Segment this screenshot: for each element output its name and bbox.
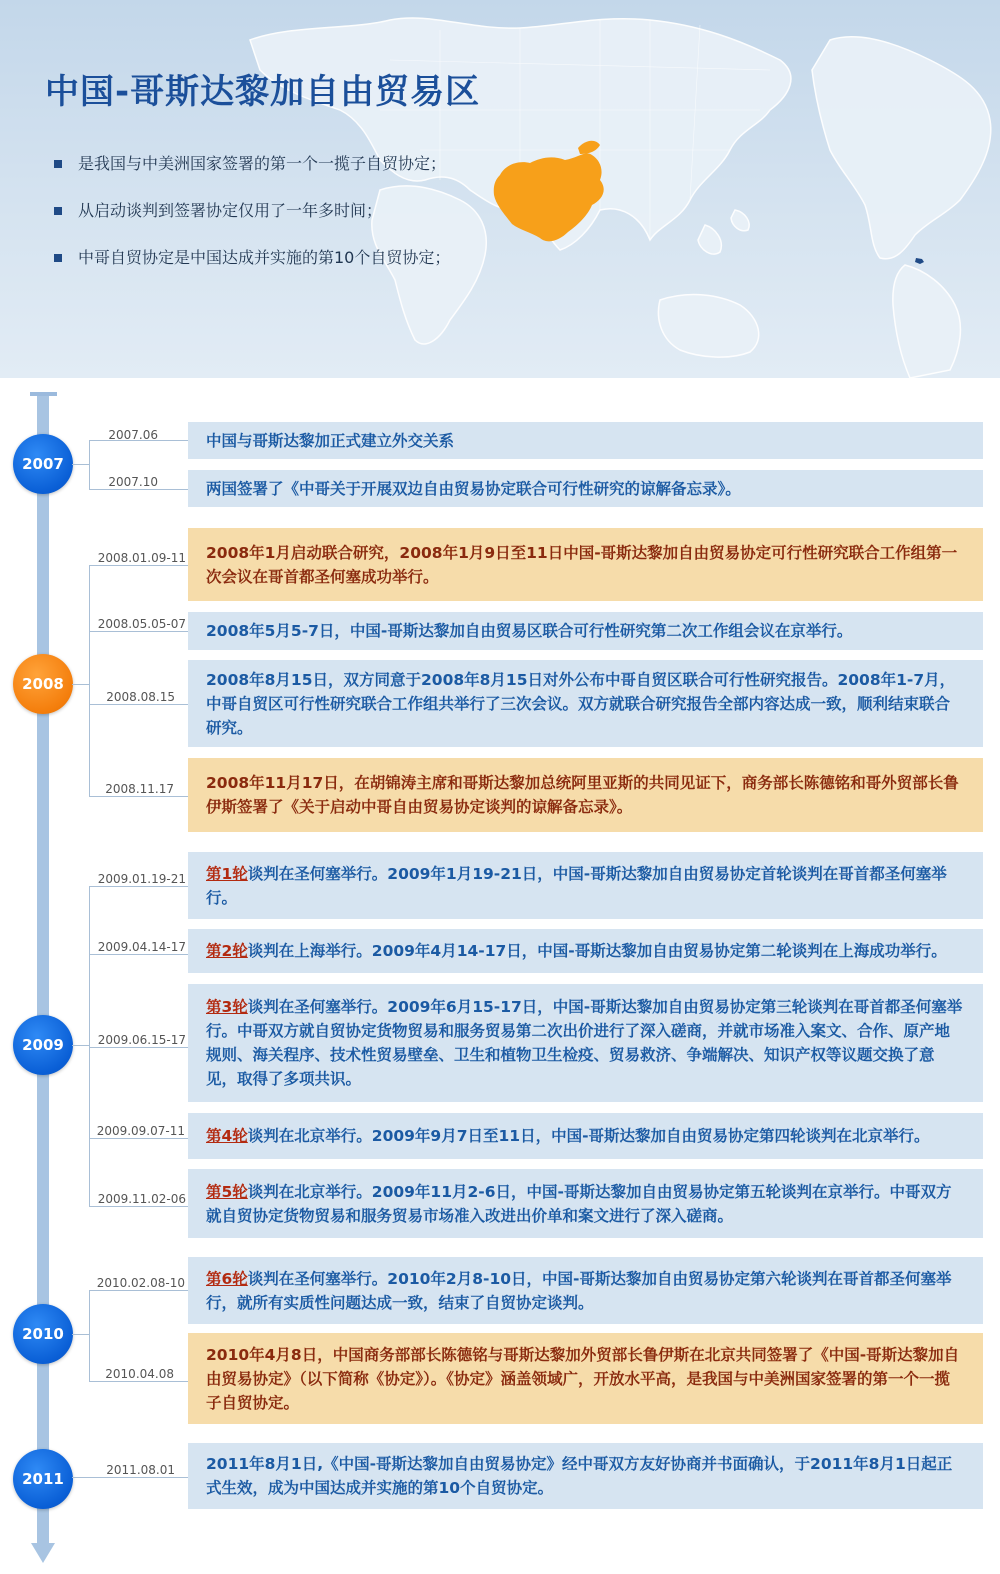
event-date: 2009.01.19-21 xyxy=(97,872,186,886)
highlight-item xyxy=(54,152,450,176)
event-text: 2008年1月启动联合研究，2008年1月9日至11日中国-哥斯达黎加自由贸易协定可行性研究联合工作组第一次会议在哥首都圣何塞成功举行。 xyxy=(206,543,958,586)
round-label: 第1轮 xyxy=(206,864,248,883)
event-text: 2008年5月5-7日，中国-哥斯达黎加自由贸易区联合可行性研究第二次工作组会议在京举行。 xyxy=(206,622,853,640)
year-badge-2008: 2008 xyxy=(13,654,73,714)
round-label: 第5轮 xyxy=(206,1182,248,1201)
event-card xyxy=(188,758,983,832)
connector-line xyxy=(89,796,188,797)
highlight-text: 是我国与中美洲国家签署的第一个一揽子自贸协定； xyxy=(78,154,447,173)
round-label: 第6轮 xyxy=(206,1269,248,1288)
event-date: 2010.04.08 xyxy=(105,1367,174,1381)
event-date: 2007.06 xyxy=(108,428,158,442)
event-text: 两国签署了《中哥关于开展双边自由贸易协定联合可行性研究的谅解备忘录》。 xyxy=(206,479,741,498)
event-card xyxy=(188,1113,983,1159)
event-text: 2011年8月1日,《中国-哥斯达黎加自由贸易协定》经中哥双方友好协商并书面确认，于2011年8月1日起正式生效，成为中国达成并实施的第10个自贸协定。 xyxy=(206,1455,953,1497)
event-card xyxy=(188,984,983,1102)
event-card xyxy=(188,470,983,507)
round-label: 第3轮 xyxy=(206,998,248,1016)
event-text: 谈判在北京举行。2009年11月2-6日，中国-哥斯达黎加自由贸易协定第五轮谈判在京举行。中哥双方就自贸协定货物贸易和服务贸易市场准入改进出价单和案文进行了深入磋商。 xyxy=(206,1182,952,1225)
event-card xyxy=(188,1443,983,1509)
square-bullet-icon xyxy=(54,160,62,168)
connector-line xyxy=(89,1206,188,1207)
highlight-text: 中哥自贸协定是中国达成并实施的第10个自贸协定； xyxy=(78,248,451,267)
year-badge-2007: 2007 xyxy=(13,434,73,494)
square-bullet-icon xyxy=(54,254,62,262)
connector-line xyxy=(89,886,188,887)
timeline-arrow-icon xyxy=(31,1543,55,1563)
event-card xyxy=(188,852,983,919)
connector-line xyxy=(72,684,89,685)
connector-line xyxy=(89,631,188,632)
connector-line xyxy=(72,464,89,465)
highlight-item xyxy=(54,199,450,223)
connector-line xyxy=(89,1138,188,1139)
event-card xyxy=(188,1257,983,1324)
connector-line xyxy=(89,489,188,490)
event-text: 2010年4月8日，中国商务部部长陈德铭与哥斯达黎加外贸部长鲁伊斯在北京共同签署了《中国-哥斯达黎加自由贸易协定》（以下简称《协定》）。《协定》涵盖领域广，开放水平高，是我国与中美洲国家签署的第一个一揽子自贸协定。 xyxy=(206,1345,960,1412)
event-text: 谈判在北京举行。2009年9月7日至11日，中国-哥斯达黎加自由贸易协定第四轮谈判在北京举行。 xyxy=(247,1127,930,1145)
connector-line xyxy=(89,704,188,705)
event-date: 2008.11.17 xyxy=(105,782,174,796)
event-card xyxy=(188,528,983,601)
connector-line xyxy=(89,565,90,796)
event-date: 2009.04.14-17 xyxy=(97,940,186,954)
costa-rica-marker xyxy=(915,258,924,264)
event-date: 2010.02.08-10 xyxy=(96,1276,185,1290)
event-date: 2008.05.05-07 xyxy=(97,617,186,631)
event-text: 谈判在上海举行。2009年4月14-17日，中国-哥斯达黎加自由贸易协定第二轮谈判在上海成功举行。 xyxy=(247,942,947,960)
connector-line xyxy=(89,1290,188,1291)
highlight-item xyxy=(54,246,450,270)
event-card xyxy=(188,929,983,973)
event-card xyxy=(188,1333,983,1424)
highlight-text: 从启动谈判到签署协定仅用了一年多时间； xyxy=(78,201,383,220)
event-text: 谈判在圣何塞举行。2009年1月19-21日，中国-哥斯达黎加自由贸易协定首轮谈判在哥首都圣何塞举行。 xyxy=(206,864,947,907)
event-card xyxy=(188,612,983,650)
connector-line xyxy=(89,954,188,955)
event-date: 2008.01.09-11 xyxy=(97,551,186,565)
connector-line xyxy=(89,565,188,566)
event-date: 2011.08.01 xyxy=(106,1463,175,1477)
year-badge-2010: 2010 xyxy=(13,1304,73,1364)
connector-line xyxy=(72,1477,188,1478)
event-date: 2009.06.15-17 xyxy=(97,1033,186,1047)
connector-line xyxy=(72,1334,89,1335)
connector-line xyxy=(89,1381,188,1382)
event-card xyxy=(188,422,983,459)
page-title: 中国-哥斯达黎加自由贸易区 xyxy=(45,72,481,112)
event-date: 2007.10 xyxy=(108,475,158,489)
year-badge-2011: 2011 xyxy=(13,1449,73,1509)
event-date: 2009.11.02-06 xyxy=(97,1192,186,1206)
timeline-axis xyxy=(37,396,49,1544)
round-label: 第2轮 xyxy=(206,942,248,960)
event-text: 2008年8月15日，双方同意于2008年8月15日对外公布中哥自贸区联合可行性研究报告。2008年1-7月，中哥自贸区可行性研究联合工作组共举行了三次会议。双方就联合研究报告全部内容达成一致，顺利结束联合研究。 xyxy=(206,670,956,737)
event-card xyxy=(188,1169,983,1238)
event-text: 中国与哥斯达黎加正式建立外交关系 xyxy=(206,431,455,450)
event-date: 2008.08.15 xyxy=(106,690,175,704)
event-text: 2008年11月17日，在胡锦涛主席和哥斯达黎加总统阿里亚斯的共同见证下，商务部长陈德铭和哥外贸部长鲁伊斯签署了《关于启动中哥自由贸易协定谈判的谅解备忘录》。 xyxy=(206,774,959,816)
event-card xyxy=(188,660,983,747)
year-badge-2009: 2009 xyxy=(13,1015,73,1075)
round-label: 第4轮 xyxy=(206,1127,248,1145)
highlight-list xyxy=(54,152,450,293)
event-text: 谈判在圣何塞举行。2009年6月15-17日，中国-哥斯达黎加自由贸易协定第三轮谈判在哥首都圣何塞举行。中哥双方就自贸协定货物贸易和服务贸易第二次出价进行了深入磋商，并就市场准入案文、合作、原产地规则、海关程序、技术性贸易壁垒、卫生和植物卫生检疫、贸易救济、争端解决、知识产权等议题交换了意见，取得了多项共识。 xyxy=(206,998,963,1088)
event-text: 谈判在圣何塞举行。2010年2月8-10日，中国-哥斯达黎加自由贸易协定第六轮谈判在哥首都圣何塞举行，就所有实质性问题达成一致，结束了自贸协定谈判。 xyxy=(206,1269,952,1312)
connector-line xyxy=(89,1047,188,1048)
header-banner xyxy=(0,0,1000,378)
event-date: 2009.09.07-11 xyxy=(96,1124,185,1138)
square-bullet-icon xyxy=(54,207,62,215)
